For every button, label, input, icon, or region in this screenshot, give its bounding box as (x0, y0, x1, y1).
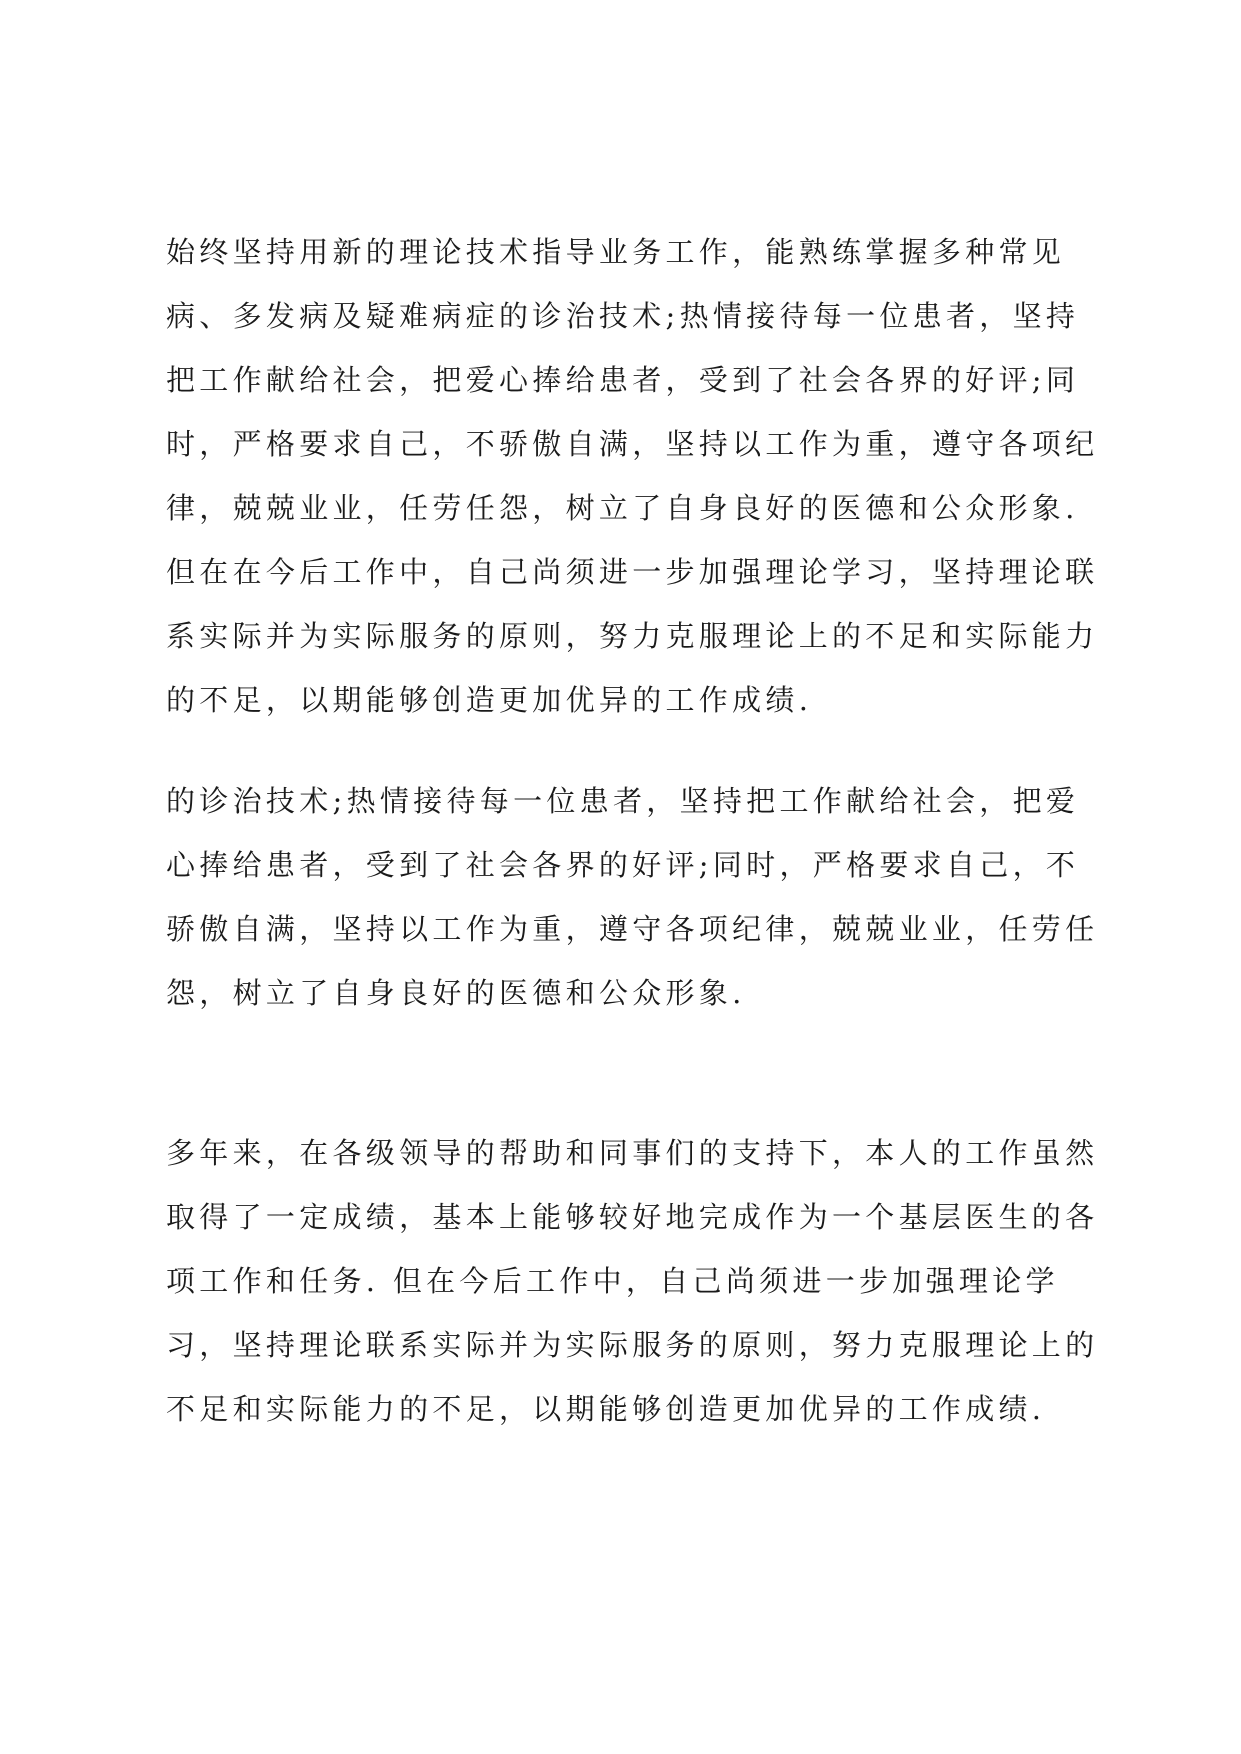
text-line: 习，坚持理论联系实际并为实际服务的原则，努力克服理论上的 (166, 1328, 1099, 1362)
text-line: 心捧给患者，受到了社会各界的好评;同时，严格要求自己，不 (166, 848, 1080, 882)
text-line: 怨，树立了自身良好的医德和公众形象. (166, 976, 746, 1010)
text-line: 的不足，以期能够创造更加优异的工作成绩. (166, 683, 813, 717)
text-line: 把工作献给社会，把爱心捧给患者，受到了社会各界的好评;同 (166, 363, 1080, 397)
text-line: 病、多发病及疑难病症的诊治技术;热情接待每一位患者，坚持 (166, 299, 1080, 333)
text-line: 律，兢兢业业，任劳任怨，树立了自身良好的医德和公众形象. (166, 491, 1079, 525)
paragraph-3 (166, 1121, 1099, 1441)
text-line: 骄傲自满，坚持以工作为重，遵守各项纪律，兢兢业业，任劳任 (166, 912, 1099, 946)
text-line: 的诊治技术;热情接待每一位患者，坚持把工作献给社会，把爱 (166, 784, 1080, 818)
text-line: 始终坚持用新的理论技术指导业务工作，能熟练掌握多种常见 (166, 235, 1066, 269)
text-line: 不足和实际能力的不足，以期能够创造更加优异的工作成绩. (166, 1392, 1046, 1426)
paragraph-2 (166, 769, 1099, 1025)
text-line: 取得了一定成绩，基本上能够较好地完成作为一个基层医生的各 (166, 1200, 1099, 1234)
text-line: 系实际并为实际服务的原则，努力克服理论上的不足和实际能力 (166, 619, 1099, 653)
text-line: 时，严格要求自己，不骄傲自满，坚持以工作为重，遵守各项纪 (166, 427, 1099, 461)
text-line: 但在在今后工作中，自己尚须进一步加强理论学习，坚持理论联 (166, 555, 1099, 589)
text-line: 多年来，在各级领导的帮助和同事们的支持下，本人的工作虽然 (166, 1136, 1099, 1170)
text-line: 项工作和任务. 但在今后工作中，自己尚须进一步加强理论学 (166, 1264, 1059, 1298)
paragraph-1 (166, 220, 1099, 732)
